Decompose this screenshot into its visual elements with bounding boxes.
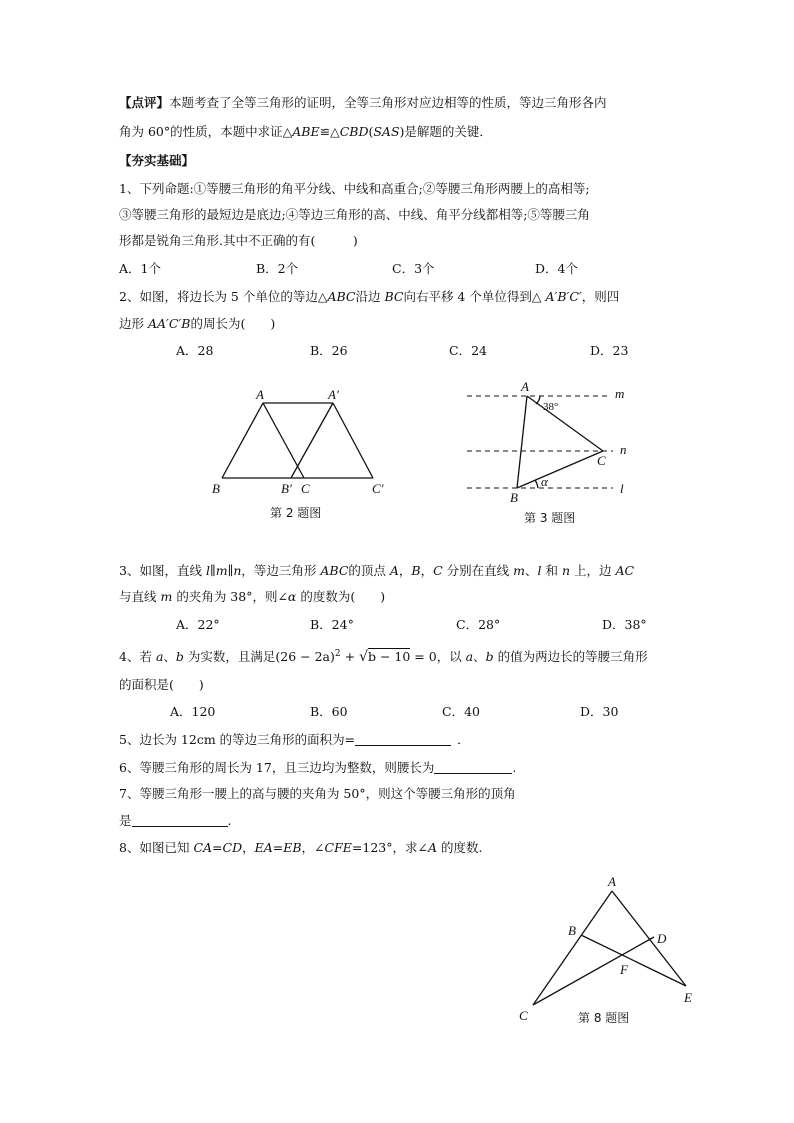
q4-line-1: 4、若 a、b 为实数，且满足$(26 - 2a)^2 + √b - 10 = 0$，以 a、b 的值为两边长的等腰三角形 xyxy=(119,649,648,666)
fig2-segment-ac xyxy=(333,403,373,478)
fig8-caption: 第 8 题图 xyxy=(578,1011,630,1025)
q1-line-2: ③等腰三角形的最短边是底边;④等边三角形的高、中线、角平分线都相等;⑤等腰三角 xyxy=(119,207,590,222)
fig2-label-c: C xyxy=(301,481,310,496)
q3-option-d: D．38° xyxy=(602,617,647,632)
fig8-label-c: C xyxy=(519,1008,528,1023)
fig8-label-a: A xyxy=(608,874,616,889)
fig3-label-38: 38° xyxy=(543,401,559,413)
fig3-label-c: C xyxy=(597,453,606,468)
comment-line-2: 角为 60°的性质，本题中求证△ABE≌△CBD(SAS)是解题的关键． xyxy=(119,124,492,139)
q4-option-c: C．40 xyxy=(442,704,480,719)
fig3-side-bc xyxy=(517,451,603,488)
q8: 8、如图已知 CA=CD，EA=EB，∠CFE=123°，求∠A 的度数. xyxy=(119,840,483,855)
q1-option-c: C．3个 xyxy=(392,261,435,276)
q2-option-a: A．28 xyxy=(176,343,214,358)
fig3-label-m: m xyxy=(615,386,625,401)
fig2-label-b-prime: B′ xyxy=(281,481,292,496)
q7-line-1: 7、等腰三角形一腰上的高与腰的夹角为 50°，则这个等腰三角形的顶角 xyxy=(119,786,516,801)
q1-line-3: 形都是锐角三角形.其中不正确的有( ) xyxy=(119,233,358,248)
q4-line-2: 的面积是( ) xyxy=(119,677,204,692)
q4-formula: $(26 - 2a)^2 + √b - 10 = 0$ xyxy=(275,649,437,666)
section-title: 【夯实基础】 xyxy=(119,153,195,168)
fig3-side-ab xyxy=(517,396,527,488)
q3-line-2: 与直线 m 的夹角为 38°，则∠α 的度数为( ) xyxy=(119,589,386,604)
fig3-label-l: l xyxy=(620,481,624,496)
fig3-label-alpha: α xyxy=(541,474,548,489)
fig8-label-d: D xyxy=(657,931,667,946)
q4-option-a: A．120 xyxy=(170,704,216,719)
fig2-label-c-prime: C′ xyxy=(372,481,384,496)
fig2-label-a: A xyxy=(256,387,264,402)
fig3-label-a: A xyxy=(521,379,529,394)
q2-line-2: 边形 AA′C′B的周长为( ) xyxy=(119,316,276,331)
q7-line-2: 是 . xyxy=(119,813,232,828)
fig3-caption: 第 3 题图 xyxy=(524,511,576,525)
fig3-label-n: n xyxy=(620,442,627,457)
q2-option-d: D．23 xyxy=(590,343,629,358)
q5: 5、边长为 12cm 的等边三角形的面积为= ． xyxy=(119,732,470,747)
fig3-angle-38-arc xyxy=(536,396,540,404)
q5-answer-blank[interactable] xyxy=(355,733,451,746)
q3-option-a: A．22° xyxy=(176,617,220,632)
q1-option-a: A．1个 xyxy=(119,261,161,276)
q1-line-1: 1、下列命题:①等腰三角形的角平分线、中线和高重合;②等腰三角形两腰上的高相等; xyxy=(119,181,590,196)
fig8-label-b: B xyxy=(568,923,576,938)
fig2-segment-ab-prime xyxy=(291,403,333,478)
fig8-segment-be xyxy=(581,935,686,986)
fig3-side-ac xyxy=(527,396,603,451)
fig2-caption: 第 2 题图 xyxy=(270,506,322,520)
comment-line-1: 【点评】本题考查了全等三角形的证明，全等三角形对应边相等的性质，等边三角形各内 xyxy=(119,95,607,110)
comment-tag: 【点评】 xyxy=(119,95,170,110)
q6: 6、等腰三角形的周长为 17，且三边均为整数，则腰长为 . xyxy=(119,760,517,775)
fig3-angle-alpha-arc xyxy=(535,480,538,488)
q3-option-c: C．28° xyxy=(456,617,501,632)
q4-option-b: B．60 xyxy=(310,704,348,719)
fig8-side-ac xyxy=(533,891,612,1005)
fig2-label-b: B xyxy=(212,481,220,496)
q4-option-d: D．30 xyxy=(580,704,619,719)
fig2-segment-ab xyxy=(222,403,263,478)
fig3-label-b: B xyxy=(510,490,518,505)
q2-option-b: B．26 xyxy=(310,343,348,358)
fig2-label-a-prime: A′ xyxy=(328,387,339,402)
fig8-segment-cd xyxy=(533,937,654,1005)
fig8-label-f: F xyxy=(620,962,628,977)
q3-option-b: B．24° xyxy=(310,617,354,632)
q1-option-b: B．2个 xyxy=(256,261,299,276)
q2-line-1: 2、如图，将边长为 5 个单位的等边△ABC沿边 BC向右平移 4 个单位得到△ A′B′C′，则四 xyxy=(119,289,620,304)
q2-option-c: C．24 xyxy=(449,343,487,358)
fig8-label-e: E xyxy=(684,990,692,1005)
q6-answer-blank[interactable] xyxy=(434,761,512,774)
q3-line-1: 3、如图，直线 l∥m∥n，等边三角形 ABC的顶点 A，B，C 分别在直线 m、l 和 n 上，边 AC xyxy=(119,563,635,578)
q7-answer-blank[interactable] xyxy=(132,814,228,827)
q1-option-d: D．4个 xyxy=(535,261,578,276)
